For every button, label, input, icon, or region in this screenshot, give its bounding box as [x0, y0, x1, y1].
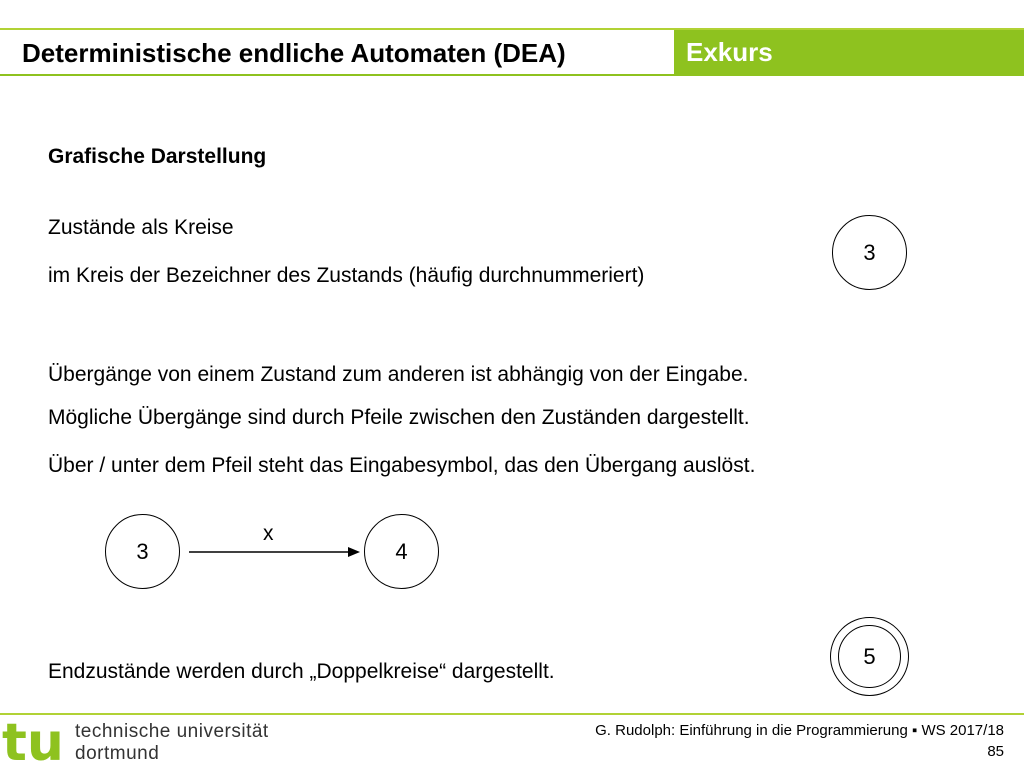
states-text-line-2: im Kreis der Bezeichner des Zustands (häufig durchnummeriert) — [48, 264, 645, 287]
state-label: 3 — [863, 239, 876, 265]
state-label: 4 — [395, 538, 408, 564]
tu-logo-lettering: tu — [2, 718, 64, 766]
final-state-outer-circle — [830, 617, 909, 696]
university-name-line-2: dortmund — [75, 743, 160, 764]
states-text-line-1: Zustände als Kreise — [48, 216, 234, 239]
transitions-text-line-3: Über / unter dem Pfeil steht das Eingabesymbol, das den Übergang auslöst. — [48, 454, 756, 477]
final-states-text: Endzustände werden durch „Doppelkreise“ dargestellt. — [48, 660, 555, 683]
final-state-inner-circle — [838, 625, 901, 688]
state-label: 5 — [863, 643, 876, 669]
transitions-text-line-1: Übergänge von einem Zustand zum anderen ist abhängig von der Eingabe. — [48, 363, 749, 386]
transition-arrow — [185, 540, 365, 564]
footer-rule — [0, 713, 1024, 715]
transitions-text-line-2: Mögliche Übergänge sind durch Pfeile zwischen den Zuständen dargestellt. — [48, 406, 750, 429]
transition-source-state — [105, 514, 180, 589]
footer-credit: G. Rudolph: Einführung in die Programmierung ▪ WS 2017/18 — [595, 722, 1004, 739]
state-circle-example — [832, 215, 907, 290]
section-tag: Exkurs — [686, 37, 773, 67]
slide-title: Deterministische endliche Automaten (DEA) — [22, 38, 566, 68]
header-bottom-rule — [0, 74, 1024, 76]
transition-symbol: x — [263, 522, 274, 545]
section-heading: Grafische Darstellung — [48, 145, 267, 168]
university-name-line-1: technische universität — [75, 721, 269, 742]
tu-logo-icon — [2, 718, 68, 766]
state-label: 3 — [136, 538, 149, 564]
transition-target-state — [364, 514, 439, 589]
page-number: 85 — [987, 743, 1004, 760]
